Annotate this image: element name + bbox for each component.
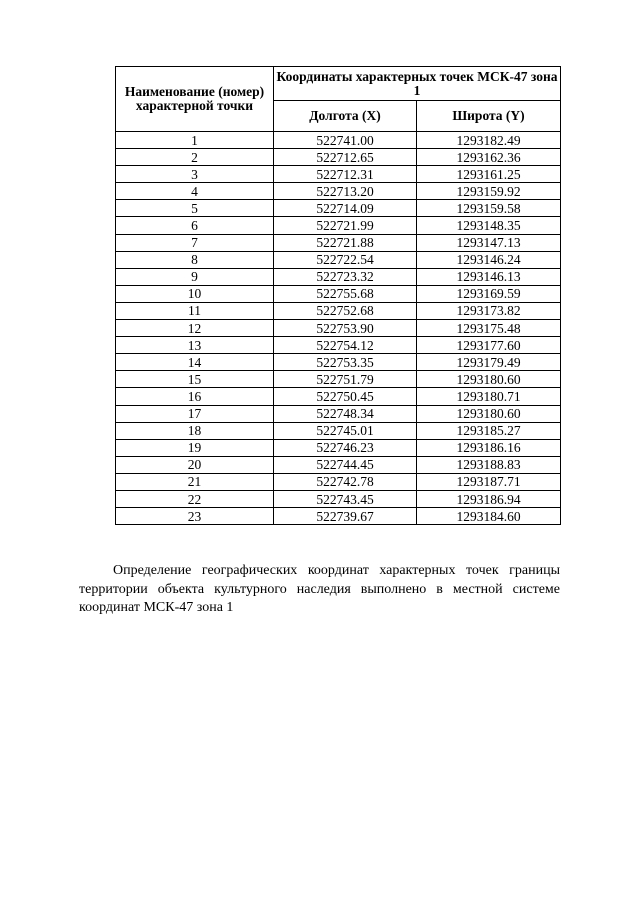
longitude-x-cell: 522748.34 [274,405,417,422]
latitude-y-cell: 1293169.59 [417,285,561,302]
latitude-y-cell: 1293182.49 [417,132,561,149]
longitude-x-cell: 522751.79 [274,371,417,388]
longitude-x-cell: 522743.45 [274,490,417,507]
point-number-cell: 7 [116,234,274,251]
table-row [116,166,561,183]
table-body [116,132,561,525]
point-number-cell: 4 [116,183,274,200]
point-number-cell: 12 [116,320,274,337]
point-number-cell: 2 [116,149,274,166]
latitude-y-cell: 1293159.92 [417,183,561,200]
table-row [116,388,561,405]
longitude-x-cell: 522739.67 [274,508,417,525]
point-number-cell: 21 [116,473,274,490]
table-row [116,405,561,422]
longitude-x-cell: 522712.65 [274,149,417,166]
latitude-y-cell: 1293180.71 [417,388,561,405]
point-number-cell: 13 [116,337,274,354]
point-number-cell: 19 [116,439,274,456]
table-row [116,320,561,337]
longitude-x-cell: 522713.20 [274,183,417,200]
longitude-x-cell: 522712.31 [274,166,417,183]
point-number-cell: 16 [116,388,274,405]
longitude-x-cell: 522754.12 [274,337,417,354]
point-number-cell: 22 [116,490,274,507]
longitude-x-cell: 522721.88 [274,234,417,251]
latitude-y-cell: 1293179.49 [417,354,561,371]
table-row [116,200,561,217]
point-number-cell: 11 [116,302,274,319]
latitude-y-cell: 1293177.60 [417,337,561,354]
longitude-x-cell: 522721.99 [274,217,417,234]
longitude-x-cell: 522755.68 [274,285,417,302]
point-number-cell: 20 [116,456,274,473]
note-paragraph: Определение географических координат характерных точек границы территории объекта культурного наследия выполнено в местной системе координат МСК-47 зона 1 [79,563,560,615]
point-number-cell: 23 [116,508,274,525]
table-row [116,268,561,285]
latitude-y-cell: 1293180.60 [417,405,561,422]
latitude-y-cell: 1293173.82 [417,302,561,319]
point-number-cell: 15 [116,371,274,388]
latitude-y-cell: 1293187.71 [417,473,561,490]
table-row [116,473,561,490]
longitude-x-cell: 522753.90 [274,320,417,337]
latitude-y-cell: 1293161.25 [417,166,561,183]
latitude-y-cell: 1293185.27 [417,422,561,439]
latitude-y-cell: 1293159.58 [417,200,561,217]
longitude-x-cell: 522722.54 [274,251,417,268]
table-row [116,302,561,319]
table-row [116,149,561,166]
point-number-cell: 5 [116,200,274,217]
table-row [116,183,561,200]
latitude-y-cell: 1293147.13 [417,234,561,251]
latitude-y-cell: 1293148.35 [417,217,561,234]
latitude-y-cell: 1293146.13 [417,268,561,285]
table-row [116,439,561,456]
longitude-x-cell: 522741.00 [274,132,417,149]
coordinates-table [115,66,561,525]
longitude-x-cell: 522723.32 [274,268,417,285]
table-row [116,508,561,525]
point-number-cell: 17 [116,405,274,422]
point-number-cell: 6 [116,217,274,234]
point-number-cell: 18 [116,422,274,439]
point-number-cell: 14 [116,354,274,371]
header-point-name: Наименование (номер) характерной точки [116,67,274,132]
table-row [116,217,561,234]
table-row [116,285,561,302]
header-latitude-y: Широта (Y) [417,101,561,132]
point-number-cell: 10 [116,285,274,302]
point-number-cell: 3 [116,166,274,183]
table-row [116,422,561,439]
longitude-x-cell: 522744.45 [274,456,417,473]
longitude-x-cell: 522746.23 [274,439,417,456]
table-row [116,490,561,507]
longitude-x-cell: 522742.78 [274,473,417,490]
table-row [116,337,561,354]
longitude-x-cell: 522745.01 [274,422,417,439]
table-row [116,251,561,268]
latitude-y-cell: 1293180.60 [417,371,561,388]
latitude-y-cell: 1293186.94 [417,490,561,507]
table-row [116,234,561,251]
point-number-cell: 1 [116,132,274,149]
latitude-y-cell: 1293175.48 [417,320,561,337]
table-row [116,132,561,149]
latitude-y-cell: 1293162.36 [417,149,561,166]
table-row [116,354,561,371]
table-row [116,371,561,388]
longitude-x-cell: 522750.45 [274,388,417,405]
point-number-cell: 9 [116,268,274,285]
longitude-x-cell: 522753.35 [274,354,417,371]
latitude-y-cell: 1293146.24 [417,251,561,268]
header-longitude-x: Долгота (X) [274,101,417,132]
latitude-y-cell: 1293188.83 [417,456,561,473]
latitude-y-cell: 1293184.60 [417,508,561,525]
latitude-y-cell: 1293186.16 [417,439,561,456]
point-number-cell: 8 [116,251,274,268]
longitude-x-cell: 522752.68 [274,302,417,319]
longitude-x-cell: 522714.09 [274,200,417,217]
header-coordinates: Координаты характерных точек МСК-47 зона 1 [274,67,561,101]
table-row [116,456,561,473]
